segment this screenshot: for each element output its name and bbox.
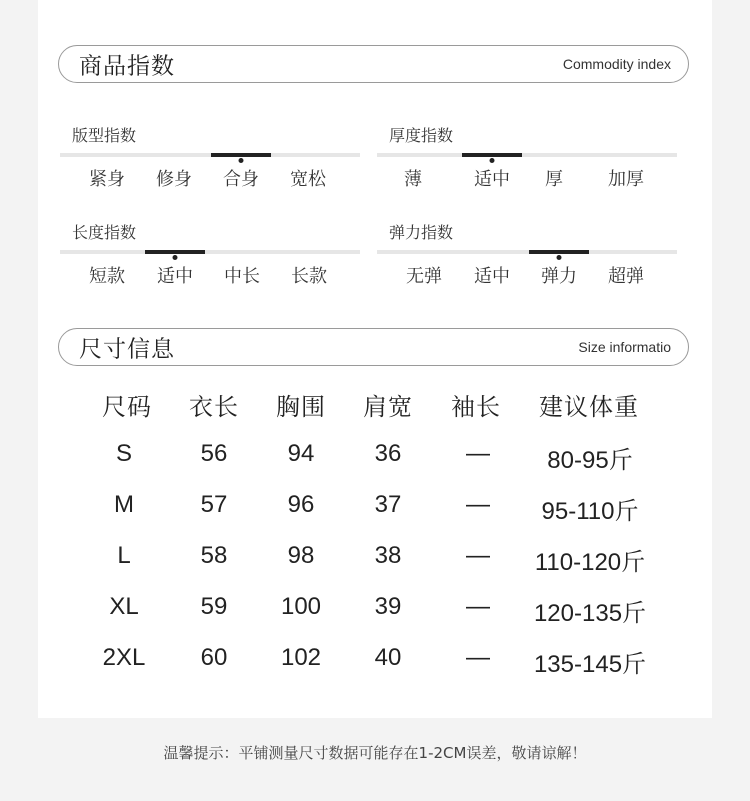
size-info-title: 尺寸信息 (79, 336, 175, 363)
table-cell: XL (109, 593, 139, 620)
elasticity-index-track (377, 250, 677, 254)
commodity-index-title: 商品指数 (79, 53, 175, 80)
commodity-index-subtitle: Commodity index (562, 56, 671, 72)
table-cell: 56 (200, 440, 228, 467)
table-cell: M (114, 491, 134, 518)
fit-option: 宽松 (290, 169, 326, 190)
table-cell: 110-120斤 (534, 549, 646, 576)
table-cell: 80-95斤 (547, 447, 633, 474)
elasticity-index-dot (557, 255, 562, 260)
table-cell: 59 (200, 593, 228, 620)
fit-index-track (60, 153, 360, 157)
thickness-option: 加厚 (608, 169, 644, 190)
elasticity-index-marker (529, 250, 589, 254)
thickness-option: 厚 (545, 169, 563, 190)
table-cell: 95-110斤 (541, 498, 639, 525)
table-header-weight: 建议体重 (539, 393, 639, 421)
table-cell: — (466, 491, 490, 518)
thickness-index-dot (490, 158, 495, 163)
thickness-option: 薄 (404, 169, 422, 190)
table-cell: 58 (200, 542, 228, 569)
elasticity-option: 弹力 (541, 266, 577, 287)
table-cell: 102 (280, 644, 322, 671)
fit-index-label: 版型指数 (72, 126, 137, 145)
table-cell: 40 (374, 644, 402, 671)
table-cell: 60 (200, 644, 228, 671)
table-header-chest: 胸围 (276, 393, 326, 421)
size-info-header (58, 328, 689, 366)
table-cell: 2XL (102, 644, 146, 671)
table-header-shoulder: 肩宽 (363, 393, 413, 421)
elasticity-option: 无弹 (406, 266, 442, 287)
table-cell: 36 (374, 440, 402, 467)
table-cell: 37 (374, 491, 402, 518)
table-cell: 38 (374, 542, 402, 569)
table-cell: 94 (287, 440, 315, 467)
length-option: 长款 (291, 266, 327, 287)
table-cell: — (466, 542, 490, 569)
fit-index-marker (211, 153, 271, 157)
length-option: 适中 (157, 266, 193, 287)
footer-notice: 温馨提示：平铺测量尺寸数据可能存在1-2CM误差，敬请谅解！ (163, 744, 587, 762)
length-index-label: 长度指数 (72, 223, 137, 242)
table-cell: — (466, 593, 490, 620)
table-cell: 57 (200, 491, 228, 518)
thickness-index-label: 厚度指数 (389, 126, 454, 145)
table-cell: 98 (287, 542, 315, 569)
table-header-length: 衣长 (189, 393, 239, 421)
fit-option: 紧身 (89, 169, 125, 190)
table-header-size: 尺码 (102, 393, 152, 421)
table-cell: 96 (287, 491, 315, 518)
table-cell: — (466, 440, 490, 467)
length-index-marker (145, 250, 205, 254)
table-cell: S (115, 440, 133, 467)
fit-option: 修身 (156, 169, 192, 190)
thickness-index-marker (462, 153, 522, 157)
thickness-index-track (377, 153, 677, 157)
table-cell: 39 (374, 593, 402, 620)
thickness-option: 适中 (474, 169, 510, 190)
length-option: 中长 (224, 266, 260, 287)
length-index-track (60, 250, 360, 254)
table-cell: 135-145斤 (533, 651, 647, 678)
elasticity-option: 适中 (474, 266, 510, 287)
table-header-sleeve: 袖长 (451, 393, 501, 421)
table-cell: 100 (280, 593, 322, 620)
fit-index-dot (239, 158, 244, 163)
elasticity-option: 超弹 (608, 266, 644, 287)
elasticity-index-label: 弹力指数 (389, 223, 454, 242)
length-index-dot (173, 255, 178, 260)
table-cell: 120-135斤 (533, 600, 647, 627)
fit-option: 合身 (223, 169, 259, 190)
table-cell: — (466, 644, 490, 671)
table-cell: L (117, 542, 131, 569)
size-info-subtitle: Size informatio (578, 339, 671, 355)
commodity-index-header (58, 45, 689, 83)
length-option: 短款 (89, 266, 125, 287)
